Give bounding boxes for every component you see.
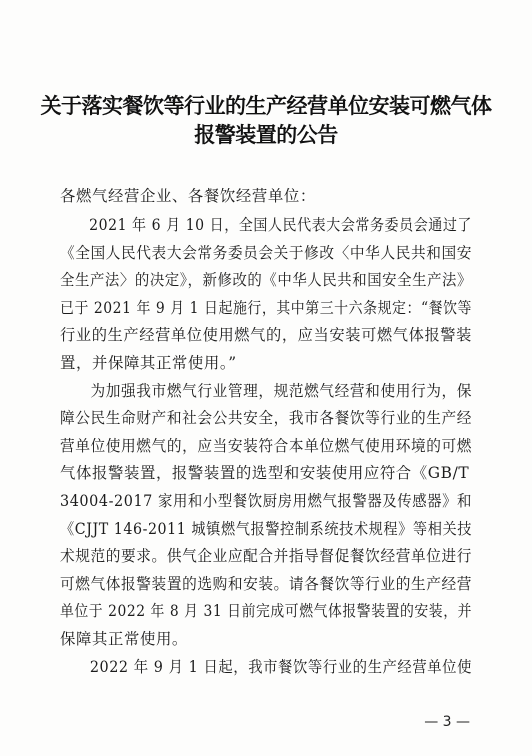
body-text-line: 34004-2017 家用和小型餐饮厨房用燃气报警器及传感器》和 [60,492,472,510]
body-text-line: 障公民生命财产和社会公共安全，我市各餐饮等行业的生产经 [60,409,472,428]
body-text-line: 《CJJT 146-2011 城镇燃气报警控制系统技术规程》等相关技 [60,519,472,538]
page-number: — 3 — [424,714,470,730]
body-text-line: 保障其正常使用。 [60,630,188,648]
body-text-line: 全生产法〉的决定》，新修改的《中华人民共和国安全生产法》 [60,271,472,290]
body-text-line: 2022 年 9 月 1 日起，我市餐饮等行业的生产经营单位使 [60,657,472,676]
body-text-line: 术规范的要求。供气企业应配合并指导督促餐饮经营单位进行 [60,547,472,566]
body-text-line: 单位于 2022 年 8 月 31 日前完成可燃气体报警装置的安装，并 [60,602,472,621]
body-text-line: 2021 年 6 月 10 日，全国人民代表大会常务委员会通过了 [60,216,472,234]
body-text-line: 气体报警装置，报警装置的选型和安装使用应符合《GB/T [60,464,470,483]
body-text-line: 营单位使用燃气的，应当安装符合本单位燃气使用环境的可燃 [60,436,472,455]
salutation: 各燃气经营企业、各餐饮经营单位： [60,187,316,205]
body-text-line: 可燃气体报警装置的选购和安装。请各餐饮等行业的生产经营 [60,574,472,593]
body-text-line: 为加强我市燃气行业管理，规范燃气经营和使用行为，保 [60,381,472,400]
body-text-line: 行业的生产经营单位使用燃气的，应当安装可燃气体报警装 [60,326,472,345]
document-title-line-1: 关于落实餐饮等行业的生产经营单位安装可燃气体 [40,94,492,118]
body-text-line: 《全国人民代表大会常务委员会关于修改〈中华人民共和国安 [60,243,472,262]
body-text-line: 已于 2021 年 9 月 1 日起施行，其中第三十六条规定：“餐饮等 [60,298,472,317]
document-title-line-2: 报警装置的公告 [194,123,338,147]
body-text-line: 置，并保障其正常使用。” [60,354,237,372]
